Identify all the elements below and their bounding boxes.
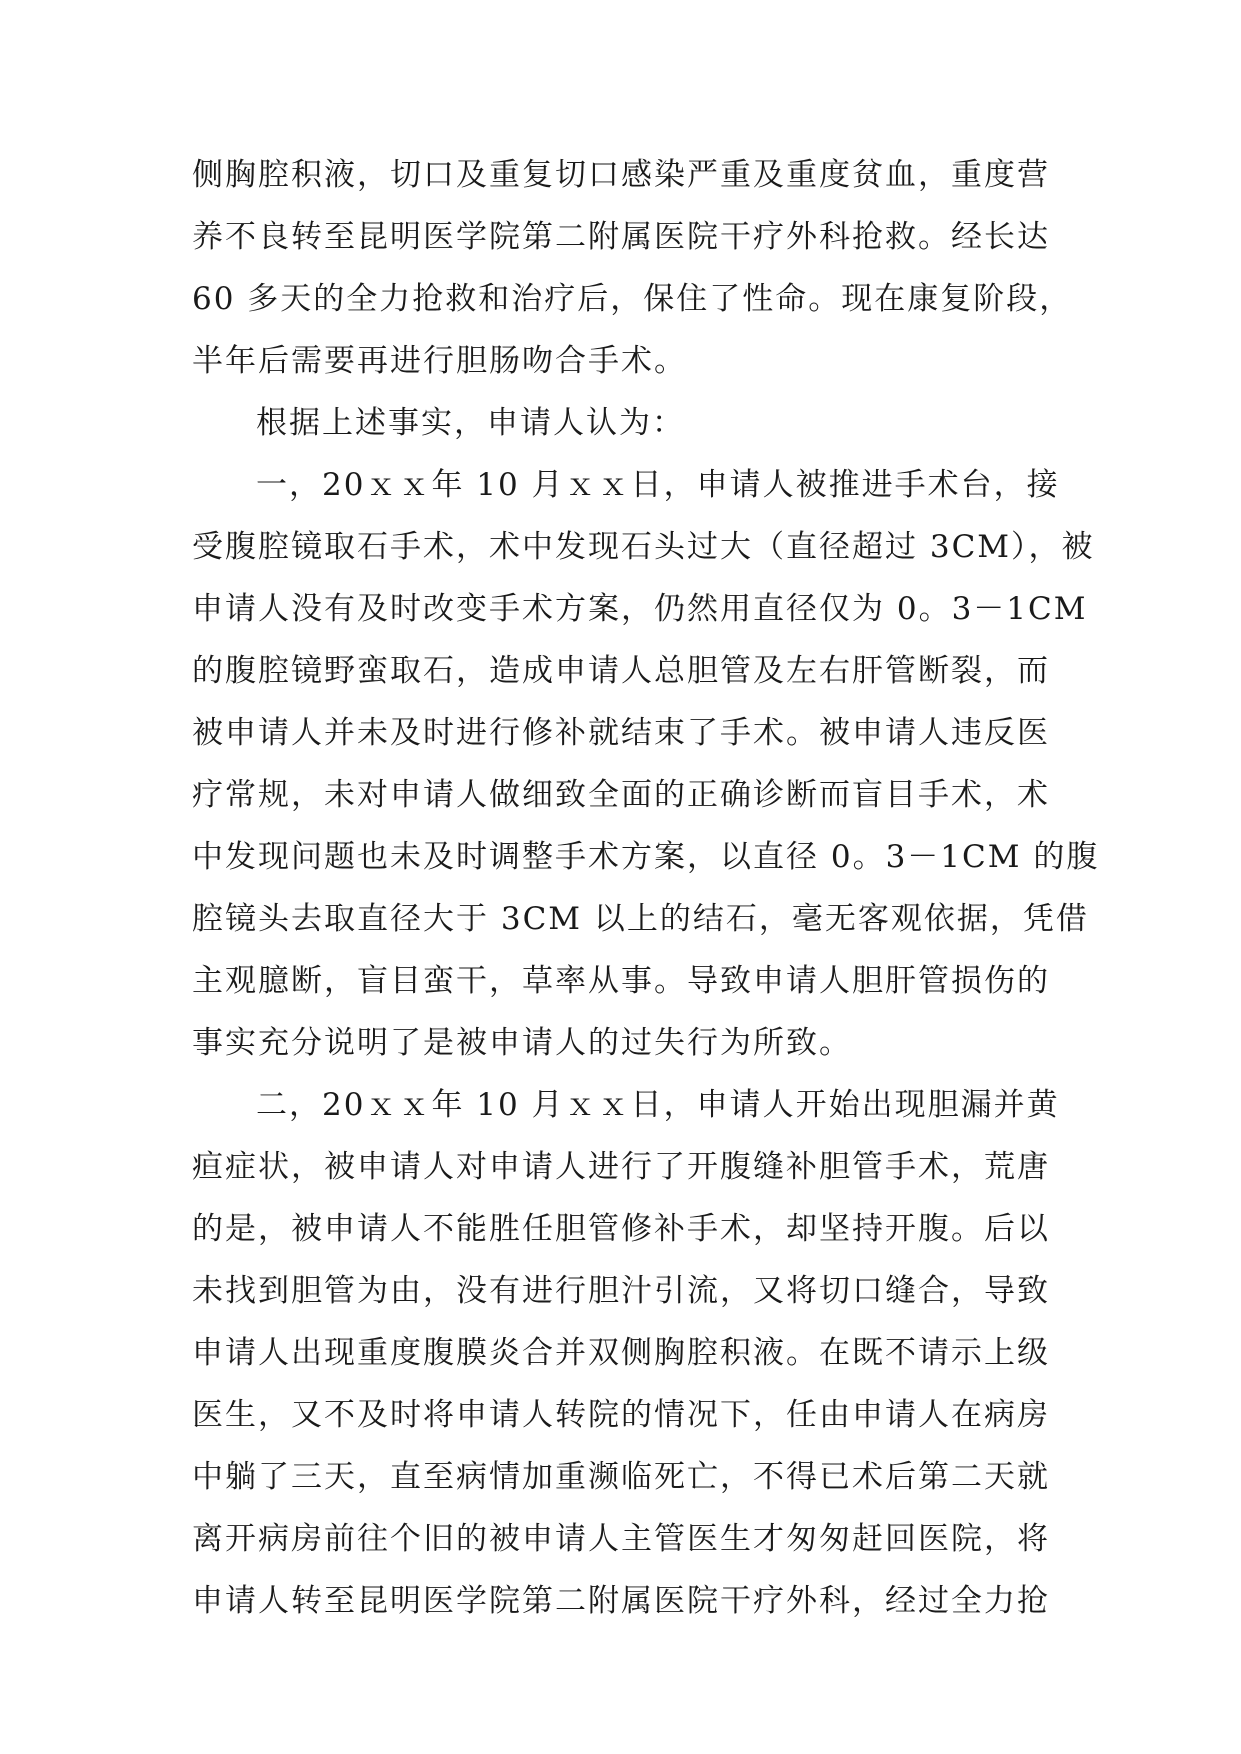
- text-line: 申请人转至昆明医学院第二附属医院干疗外科，经过全力抢: [192, 1583, 1050, 1619]
- text-line: 的是，被申请人不能胜任胆管修补手术，却坚持开腹。后以: [192, 1211, 1050, 1247]
- text-line: 中躺了三天，直至病情加重濒临死亡，不得已术后第二天就: [192, 1459, 1050, 1495]
- text-line: 主观臆断，盲目蛮干，草率从事。导致申请人胆肝管损伤的: [192, 963, 1050, 999]
- text-line: 侧胸腔积液，切口及重复切口感染严重及重度贫血，重度营: [192, 157, 1050, 193]
- text-line: 未找到胆管为由，没有进行胆汁引流，又将切口缝合，导致: [192, 1273, 1050, 1309]
- text-line: 医生，又不及时将申请人转院的情况下，任由申请人在病房: [192, 1397, 1050, 1433]
- text-line: 被申请人并未及时进行修补就结束了手术。被申请人违反医: [192, 715, 1050, 751]
- paragraph-first-line: 一，20ｘｘ年 10 月ｘｘ日，申请人被推进手术台，接: [256, 467, 1060, 503]
- paragraph-first-line: 根据上述事实，申请人认为：: [256, 405, 685, 441]
- text-line: 事实充分说明了是被申请人的过失行为所致。: [192, 1025, 852, 1061]
- text-line: 疸症状，被申请人对申请人进行了开腹缝补胆管手术，荒唐: [192, 1149, 1050, 1185]
- text-line: 疗常规，未对申请人做细致全面的正确诊断而盲目手术，术: [192, 777, 1050, 813]
- text-line: 60 多天的全力抢救和治疗后，保住了性命。现在康复阶段，: [192, 281, 1073, 317]
- text-line: 中发现问题也未及时调整手术方案，以直径 0。3－1CM 的腹: [192, 839, 1100, 875]
- text-line: 腔镜头去取直径大于 3CM 以上的结石，毫无客观依据，凭借: [192, 901, 1089, 937]
- text-line: 申请人没有及时改变手术方案，仍然用直径仅为 0。3－1CM: [192, 591, 1088, 627]
- body-text: [192, 155, 1100, 1643]
- text-line: 养不良转至昆明医学院第二附属医院干疗外科抢救。经长达: [192, 219, 1050, 255]
- paragraph-first-line: 二，20ｘｘ年 10 月ｘｘ日，申请人开始出现胆漏并黄: [256, 1087, 1060, 1123]
- text-line: 申请人出现重度腹膜炎合并双侧胸腔积液。在既不请示上级: [192, 1335, 1050, 1371]
- text-line: 的腹腔镜野蛮取石，造成申请人总胆管及左右肝管断裂，而: [192, 653, 1050, 689]
- text-line: 离开病房前往个旧的被申请人主管医生才匆匆赶回医院，将: [192, 1521, 1050, 1557]
- text-line: 半年后需要再进行胆肠吻合手术。: [192, 343, 687, 379]
- text-line: 受腹腔镜取石手术，术中发现石头过大（直径超过 3CM），被: [192, 529, 1095, 565]
